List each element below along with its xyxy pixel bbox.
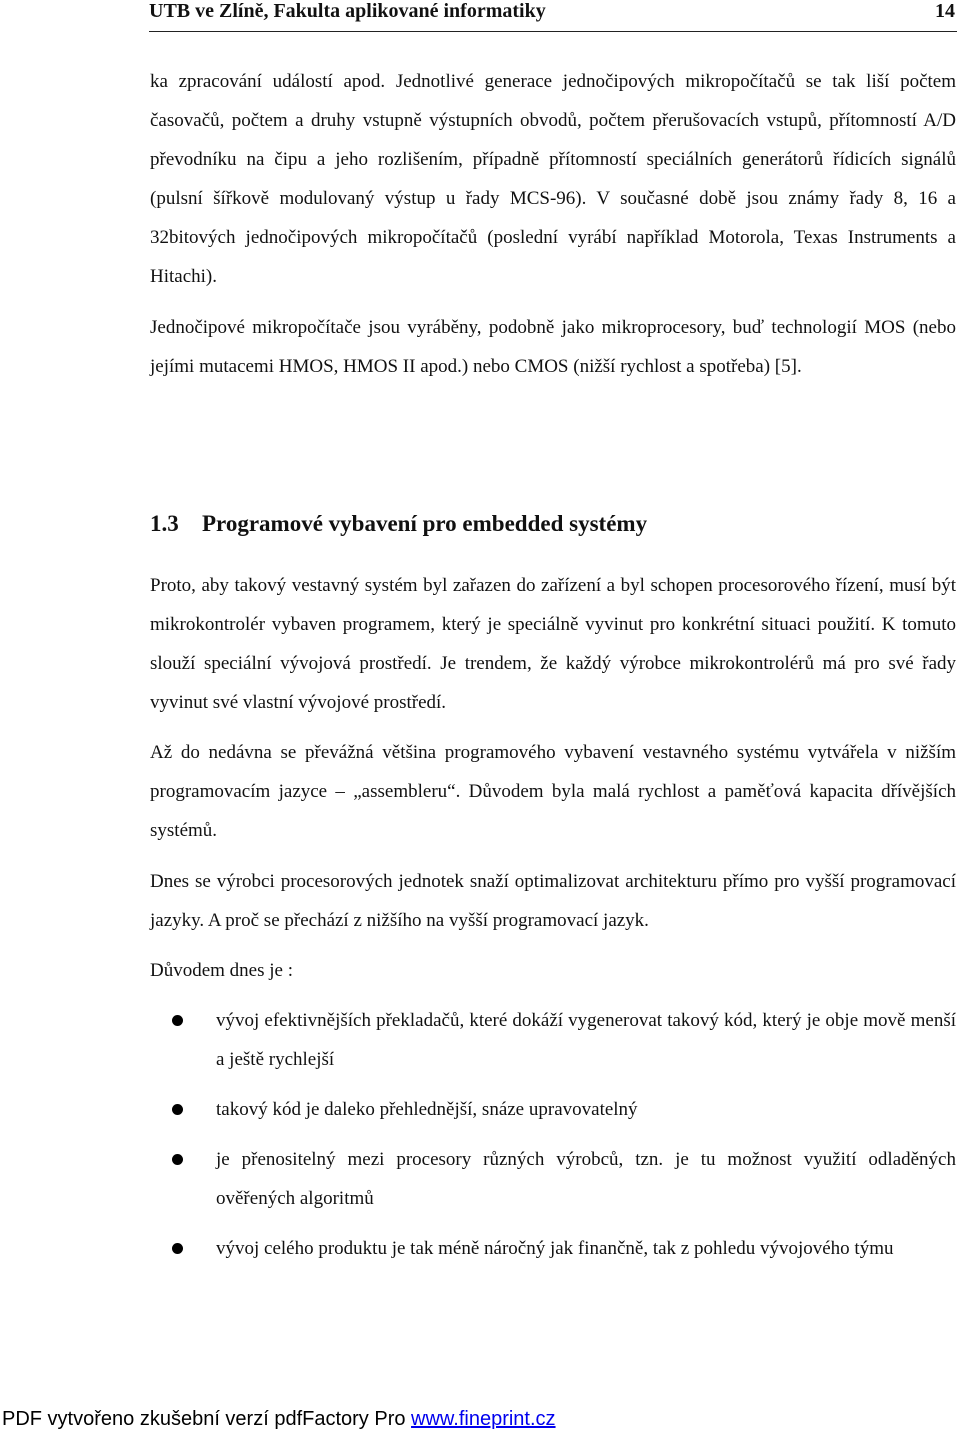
list-item bbox=[150, 1001, 956, 1079]
bullet-icon bbox=[172, 1104, 183, 1115]
bullet-icon bbox=[172, 1243, 183, 1254]
list-item-text: takový kód je daleko přehlednější, snáze upravovatelný bbox=[216, 1099, 638, 1120]
paragraph-4: Až do nedávna se převážná většina programového vybavení vestavného systému vytvářela v nižším programovacím jazyce – „assembleru“. Důvodem byla malá rychlost a paměťová kapacita dřívějších systémů. bbox=[150, 742, 956, 841]
list-item-text: vývoj celého produktu je tak méně náročný jak finančně, tak z pohledu vývojového týmu bbox=[216, 1238, 894, 1259]
paragraph-2: Jednočipové mikropočítače jsou vyráběny, podobně jako mikroprocesory, buď technologií MOS (nebo jejími mutacemi HMOS, HMOS II apod.) nebo CMOS (nižší rychlost a spotřeba) [5]. bbox=[150, 317, 956, 377]
list-item bbox=[150, 1229, 956, 1268]
header-title: UTB ve Zlíně, Fakulta aplikované informatiky bbox=[149, 0, 546, 22]
section-title: Programové vybavení pro embedded systémy bbox=[202, 511, 648, 536]
pdf-footer bbox=[2, 1408, 556, 1431]
bullet-icon bbox=[172, 1015, 183, 1026]
list-item bbox=[150, 1140, 956, 1218]
paragraph-3: Proto, aby takový vestavný systém byl zařazen do zařízení a byl schopen procesorového řízení, musí být mikrokontrolér vybaven programem, který je speciálně vyvinut pro konkrétní situaci použití. K tomuto slouží speciální vývojová prostředí. Je trendem, že každý výrobce mikrokontrolérů má pro své řady vyvinut své vlastní vývojové prostředí. bbox=[150, 575, 956, 713]
paragraph-1: ka zpracování událostí apod. Jednotlivé generace jednočipových mikropočítačů se tak liší počtem časovačů, počtem a druhy vstupně výstupních obvodů, počtem přerušovacích vstupů, přítomností A/D převodníku na čipu a jeho rozlišením, případně přítomností speciálních generátorů řídicích signálů (pulsní šířkově modulovaný výstup u řady MCS-96). V současné době jsou známy řady 8, 16 a 32bitových jednočipových mikropočítačů (poslední vyrábí například Motorola, Texas Instruments a Hitachi). bbox=[150, 71, 956, 287]
section-heading bbox=[150, 511, 647, 537]
paragraph-5: Dnes se výrobci procesorových jednotek snaží optimalizovat architekturu přímo pro vyšší programovací jazyky. A proč se přechází z nižšího na vyšší programovací jazyk. bbox=[150, 871, 956, 931]
list-item bbox=[150, 1090, 956, 1129]
section-number: 1.3 bbox=[150, 511, 179, 536]
page-header bbox=[149, 0, 957, 26]
list-item-text: vývoj efektivnějších překladačů, které dokáží vygenerovat takový kód, který je obje mově menší a ještě rychlejší bbox=[216, 1010, 956, 1070]
page-number: 14 bbox=[935, 0, 955, 22]
paragraph-6: Důvodem dnes je : bbox=[150, 960, 294, 981]
list-item-text: je přenositelný mezi procesory různých výrobců, tzn. je tu možnost využití odladěných ověřených algoritmů bbox=[216, 1149, 956, 1209]
header-divider bbox=[149, 31, 957, 32]
bullet-list bbox=[150, 1001, 956, 1268]
bullet-icon bbox=[172, 1154, 183, 1165]
footer-link[interactable]: www.fineprint.cz bbox=[411, 1408, 556, 1430]
footer-text: PDF vytvořeno zkušební verzí pdfFactory Pro bbox=[2, 1408, 412, 1430]
